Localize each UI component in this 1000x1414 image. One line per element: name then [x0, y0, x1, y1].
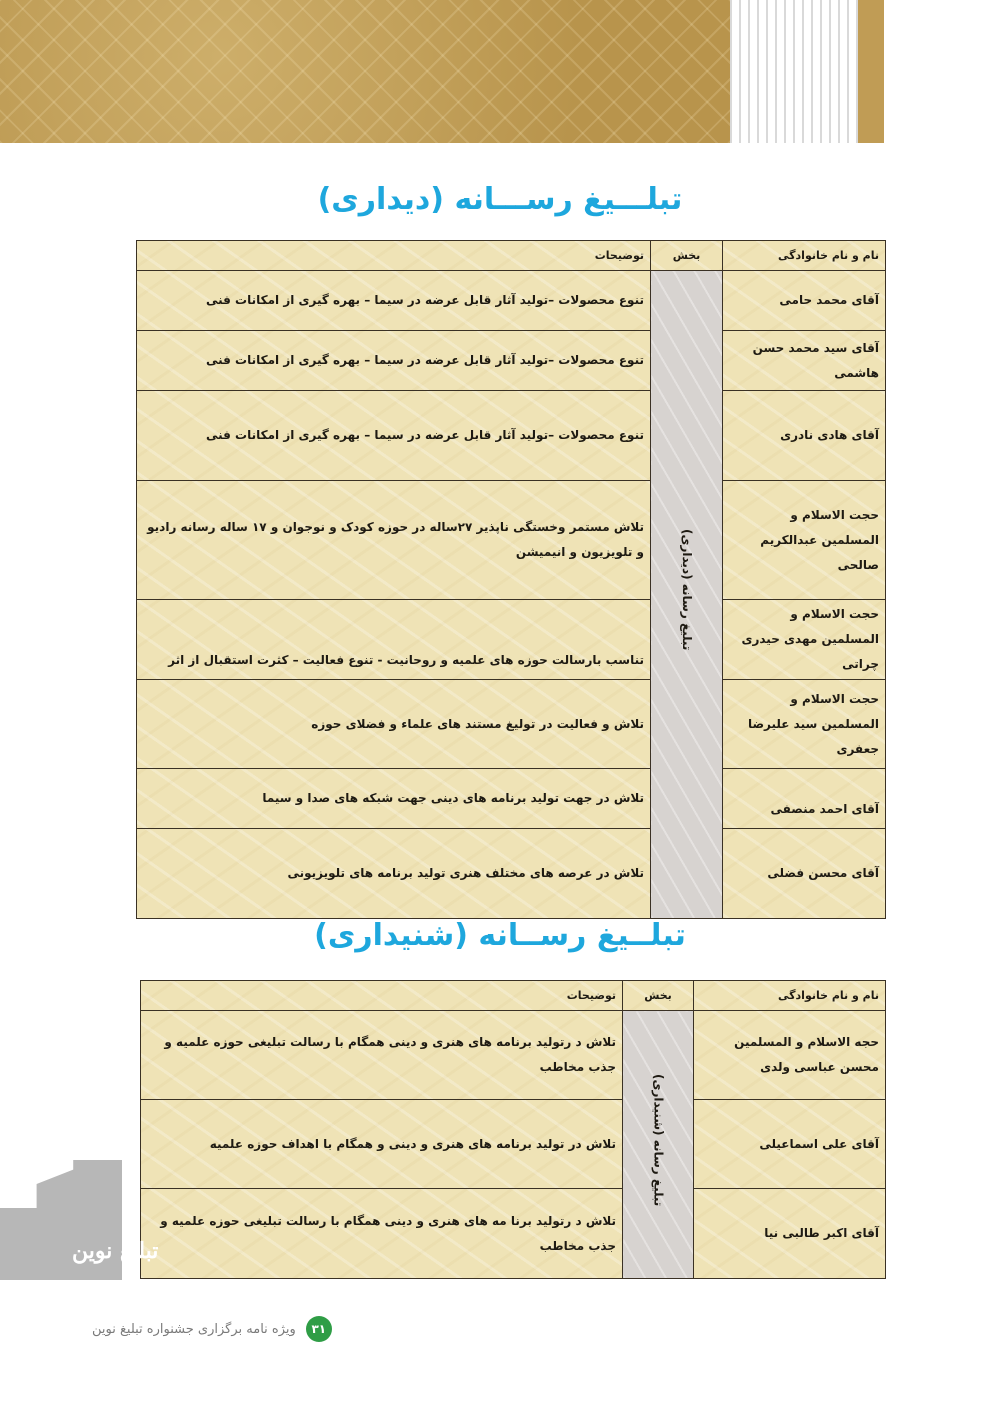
- award-description: تلاش در جهت تولید برنامه های دینی جهت شبکه های صدا و سیما: [137, 769, 651, 829]
- header-name: نام و نام خانوادگی: [723, 241, 886, 271]
- table-row: [141, 1100, 886, 1189]
- header-description: توضیحات: [137, 241, 651, 271]
- awardee-name: آقای اکبر طالبی نیا: [694, 1189, 886, 1279]
- table-row: [137, 769, 886, 829]
- award-description: تلاش د رتولید برنا مه های هنری و دینی همگام با رسالت تبلیغی حوزه علمیه و جذب مخاطب: [141, 1189, 623, 1279]
- section-title-visual-media: تبلـــیغ رســـانه (دیداری): [317, 182, 683, 217]
- header-edge: [858, 0, 884, 143]
- table-row: [141, 1011, 886, 1100]
- table-row: [137, 391, 886, 481]
- award-description: تلاش د رتولید برنامه های هنری و دینی همگام با رسالت تبلیغی حوزه علمیه و جذب مخاطب: [141, 1011, 623, 1100]
- table-row: [137, 481, 886, 600]
- header-stripes: [730, 0, 858, 143]
- visual-media-table: [136, 240, 886, 919]
- section-cell: [651, 271, 723, 919]
- header-ornament-band: [0, 0, 730, 143]
- awardee-name: آقای سید محمد حسن هاشمی: [723, 331, 886, 391]
- section-label: تبلیغ رسانه (شنیداری): [651, 1073, 666, 1207]
- award-description: تناسب بارسالت حوزه های علمیه و روحانیت - تنوع فعالیت – کثرت استقبال از اثر: [137, 600, 651, 680]
- awardee-name: آقای علی اسماعیلی: [694, 1100, 886, 1189]
- award-description: تلاش مستمر وخستگی ناپذیر ۲۷ساله در حوزه کودک و نوجوان و ۱۷ ساله رسانه رادیو و تلویزیون و انیمیشن: [137, 481, 651, 600]
- section-title-audio-media: تبلــیغ رســانه (شنیداری): [314, 918, 686, 953]
- awardee-name: حجت الاسلام و المسلمین عبدالکریم صالحی: [723, 481, 886, 600]
- awardee-name: آقای احمد منصفی: [723, 769, 886, 829]
- table-row: [141, 1189, 886, 1279]
- awardee-name: آقای محمد حامی: [723, 271, 886, 331]
- awardee-name: حجت الاسلام و المسلمین سید علیرضا جعفری: [723, 680, 886, 769]
- section-label: تبلیغ رسانه (دیداری): [680, 529, 694, 651]
- header-section: بخش: [623, 981, 694, 1011]
- table-row: [137, 331, 886, 391]
- footer-caption: ویژه نامه برگزاری جشنواره تبلیغ نوین: [92, 1321, 296, 1337]
- award-description: تلاش در تولید برنامه های هنری و دینی و همگام با اهداف حوزه علمیه: [141, 1100, 623, 1189]
- magazine-logo: تبلیغ نوین: [72, 1238, 159, 1264]
- table-row: [137, 271, 886, 331]
- table-header-row: [141, 981, 886, 1011]
- header-description: توضیحات: [141, 981, 623, 1011]
- award-description: تلاش در عرصه های مختلف هنری تولید برنامه های تلویزیونی: [137, 829, 651, 919]
- awardee-name: حجت الاسلام و المسلمین مهدی حیدری چراتی: [723, 600, 886, 680]
- page-footer: [92, 1316, 332, 1342]
- award-description: تنوع محصولات –تولید آثار قابل عرضه در سیما – بهره گیری از امکانات فنی: [137, 331, 651, 391]
- award-description: تنوع محصولات –تولید آثار قابل عرضه در سیما – بهره گیری از امکانات فنی: [137, 271, 651, 331]
- awardee-name: آقای محسن فضلی: [723, 829, 886, 919]
- page-number: ۳۱: [306, 1316, 332, 1342]
- award-description: تنوع محصولات –تولید آثار قابل عرضه در سیما – بهره گیری از امکانات فنی: [137, 391, 651, 481]
- awardee-name: آقای هادی نادری: [723, 391, 886, 481]
- audio-media-table: [140, 980, 886, 1279]
- table-header-row: [137, 241, 886, 271]
- table-row: [137, 829, 886, 919]
- header-name: نام و نام خانوادگی: [694, 981, 886, 1011]
- section-cell: [623, 1011, 694, 1279]
- header-section: بخش: [651, 241, 723, 271]
- award-description: تلاش و فعالیت در تولیغ مستند های علماء و فضلای حوزه: [137, 680, 651, 769]
- table-row: [137, 680, 886, 769]
- awardee-name: حجه الاسلام و المسلمین محسن عباسی ولدی: [694, 1011, 886, 1100]
- table-row: [137, 600, 886, 680]
